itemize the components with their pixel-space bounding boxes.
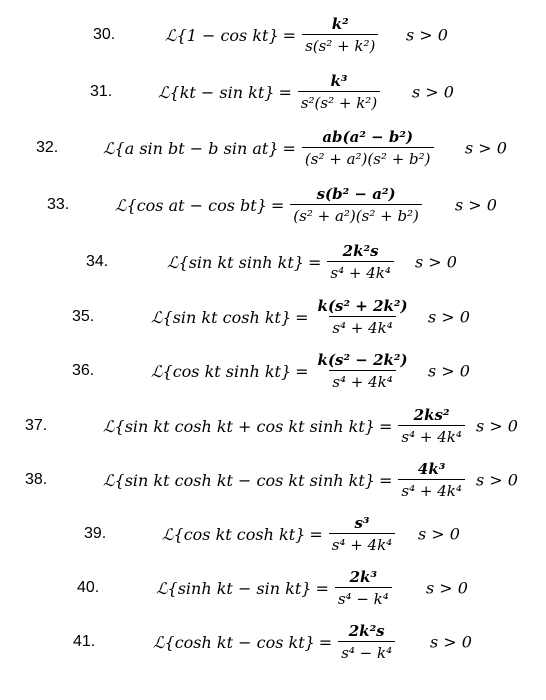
formula-row-36 (0, 344, 546, 398)
formula-lhs: ℒ{sinh kt − sin kt} (156, 578, 312, 598)
equals-sign: = (315, 578, 329, 598)
fraction-denominator: (s² + a²)(s² + b²) (302, 147, 434, 168)
fraction-denominator: s⁴ + 4k⁴ (398, 479, 464, 500)
formula-lhs: ℒ{cos kt cosh kt} (162, 524, 306, 544)
formula-fraction (302, 15, 378, 55)
formula-lhs: ℒ{1 − cos kt} (165, 25, 279, 45)
formula-lhs: ℒ{sin kt cosh kt} (151, 307, 292, 327)
formula-row-39 (0, 507, 546, 561)
fraction-numerator: ab(a² − b²) (322, 128, 414, 146)
formula-lhs: ℒ{sin kt cosh kt − cos kt sinh kt} (103, 470, 375, 490)
formula-row-35 (0, 290, 546, 344)
formula-condition: s > 0 (465, 138, 507, 158)
equals-sign: = (295, 361, 309, 381)
formula-number: 36. (72, 362, 95, 379)
formula-fraction (298, 72, 380, 112)
formula-lhs: ℒ{cos kt sinh kt} (151, 361, 292, 381)
fraction-denominator: s⁴ − k⁴ (335, 587, 392, 608)
formula-number: 37. (25, 417, 48, 434)
formula-number: 39. (84, 525, 107, 542)
formula-lhs: ℒ{cos at − cos bt} (115, 195, 267, 215)
equals-sign: = (278, 82, 292, 102)
equals-sign: = (307, 252, 322, 272)
fraction-denominator: s⁴ + 4k⁴ (329, 316, 395, 337)
formula-fraction (290, 185, 422, 225)
equals-sign: = (282, 138, 296, 158)
formula-lhs: ℒ{sin kt sinh kt} (167, 252, 304, 272)
fraction-denominator: s⁴ + 4k⁴ (398, 425, 464, 446)
formula-lhs: ℒ{kt − sin kt} (158, 82, 275, 102)
formula-equation (158, 72, 380, 112)
formula-condition: s > 0 (430, 632, 472, 652)
formula-row-40 (0, 561, 546, 615)
fraction-denominator: (s² + a²)(s² + b²) (290, 204, 422, 225)
fraction-numerator: 2ks² (413, 406, 450, 424)
formula-row-34 (0, 235, 546, 289)
fraction-denominator: s⁴ + 4k⁴ (329, 533, 395, 554)
fraction-numerator: s(b² − a²) (316, 185, 396, 203)
formula-equation (165, 15, 378, 55)
fraction-numerator: 2k²s (348, 622, 385, 640)
equals-sign: = (318, 632, 333, 652)
formula-number: 33. (47, 196, 70, 213)
fraction-numerator: k² (331, 15, 349, 33)
formula-fraction (302, 128, 434, 168)
formula-condition: s > 0 (406, 25, 448, 45)
formula-row-37 (0, 399, 546, 453)
formula-number: 41. (73, 633, 96, 650)
formula-equation (103, 406, 465, 446)
formula-lhs: ℒ{sin kt cosh kt + cos kt sinh kt} (103, 416, 375, 436)
formula-fraction (398, 406, 464, 446)
formula-equation (151, 351, 411, 391)
fraction-numerator: 2k³ (349, 568, 378, 586)
formula-equation (153, 622, 395, 662)
fraction-denominator: s²(s² + k²) (298, 91, 380, 112)
formula-row-41 (0, 615, 546, 669)
formula-fraction (338, 622, 395, 662)
formula-condition: s > 0 (428, 361, 470, 381)
formula-lhs: ℒ{a sin bt − b sin at} (103, 138, 279, 158)
equals-sign: = (295, 307, 309, 327)
formula-condition: s > 0 (455, 195, 497, 215)
equals-sign: = (282, 25, 297, 45)
formula-lhs: ℒ{cosh kt − cos kt} (153, 632, 315, 652)
formula-number: 38. (25, 471, 48, 488)
fraction-denominator: s⁴ − k⁴ (338, 641, 395, 662)
equals-sign: = (270, 195, 285, 215)
formula-fraction (315, 351, 411, 391)
formula-equation (103, 460, 465, 500)
fraction-numerator: s³ (354, 514, 370, 532)
formula-condition: s > 0 (415, 252, 457, 272)
fraction-numerator: 4k³ (417, 460, 446, 478)
formula-equation (115, 185, 422, 225)
formula-row-38 (0, 453, 546, 507)
formula-condition: s > 0 (418, 524, 460, 544)
fraction-numerator: k(s² − 2k²) (317, 351, 408, 369)
formula-fraction (335, 568, 392, 608)
formula-equation (151, 297, 411, 337)
formula-number: 31. (90, 83, 113, 100)
equals-sign: = (309, 524, 323, 544)
formula-row-30 (0, 8, 546, 62)
formula-fraction (327, 242, 393, 282)
fraction-numerator: 2k²s (342, 242, 379, 260)
formula-fraction (329, 514, 395, 554)
formula-number: 40. (77, 579, 100, 596)
formula-equation (162, 514, 395, 554)
formula-number: 35. (72, 308, 95, 325)
formula-equation (103, 128, 434, 168)
formula-condition: s > 0 (428, 307, 470, 327)
formula-row-32 (0, 121, 546, 175)
formula-number: 34. (86, 253, 109, 270)
formula-condition: s > 0 (412, 82, 454, 102)
formula-condition: s > 0 (426, 578, 468, 598)
equals-sign: = (378, 416, 393, 436)
formula-condition: s > 0 (476, 416, 518, 436)
fraction-denominator: s⁴ + 4k⁴ (329, 370, 395, 391)
formula-number: 32. (36, 139, 59, 156)
fraction-numerator: k³ (330, 72, 348, 90)
formula-equation (156, 568, 392, 608)
fraction-denominator: s⁴ + 4k⁴ (327, 261, 393, 282)
formula-row-33 (0, 178, 546, 232)
formula-row-31 (0, 65, 546, 119)
formula-condition: s > 0 (476, 470, 518, 490)
fraction-numerator: k(s² + 2k²) (317, 297, 408, 315)
formula-fraction (398, 460, 464, 500)
formula-number: 30. (93, 26, 116, 43)
formula-fraction (315, 297, 411, 337)
formula-equation (167, 242, 394, 282)
fraction-denominator: s(s² + k²) (302, 34, 378, 55)
equals-sign: = (378, 470, 393, 490)
